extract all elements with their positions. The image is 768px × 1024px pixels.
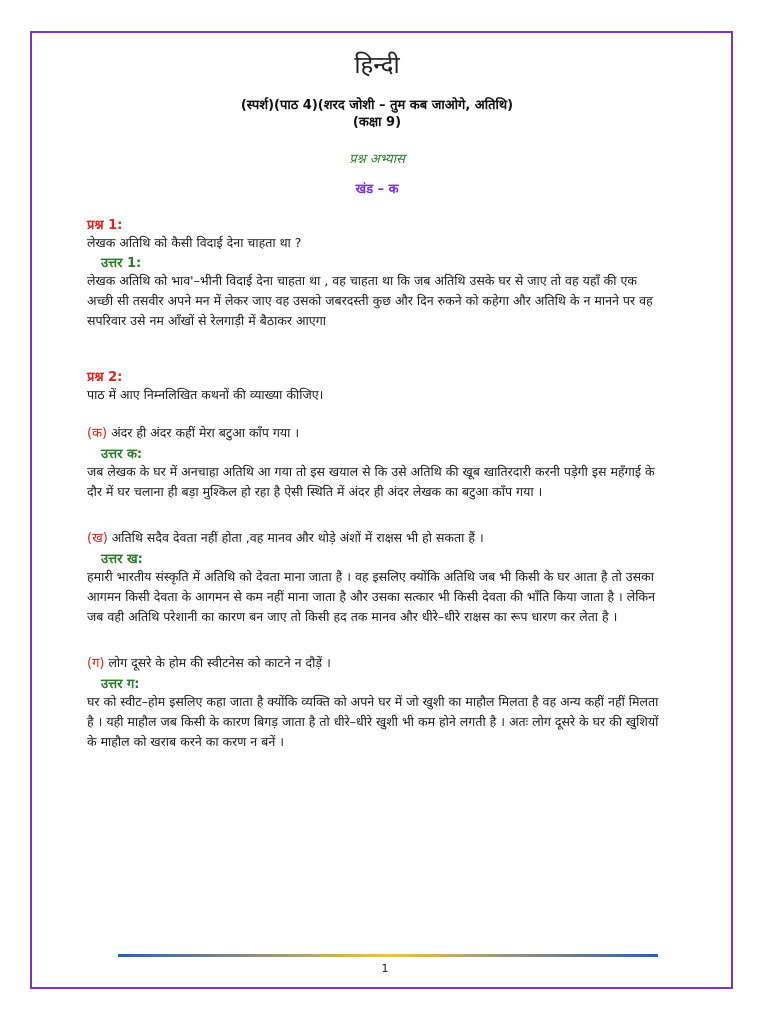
statement-marker: (ग) [87, 656, 105, 671]
sub-question-ka [87, 423, 667, 502]
section-heading: खंड – क [355, 182, 399, 197]
statement-marker: (ख) [87, 531, 108, 546]
page-number: 1 [381, 962, 389, 975]
answer-label: उत्तर 1: [101, 256, 142, 271]
question-2 [87, 367, 667, 752]
question-text: लेखक अतिथि को कैसी विदाई देना चाहता था ? [87, 235, 302, 250]
statement [87, 423, 667, 444]
question-label: प्रश्न 2: [87, 370, 123, 385]
statement-text: अंदर ही अंदर कहीं मेरा बटुआ काँप गया । [107, 425, 300, 440]
sub-question-kha [87, 528, 667, 627]
answer-text: लेखक अतिथि को भाव'–भीनी विदाई देना चाहता था , वह चाहता था कि जब अतिथि उसके घर से जाए तो वह यहाँ की एक अच्छी सी तसवीर अपने मन में लेकर जाए वह उसको जबरदस्ती कुछ और दिन रुकने को कहेगा और अतिथि के न मानने पर वह सपरिवार उसे नम आँखों से रेलगाड़ी में बैठाकर आएगा [87, 273, 653, 328]
question-label: प्रश्न 1: [87, 218, 123, 233]
answer-text: घर को स्वीट–होम इसलिए कहा जाता है क्योंकि व्यक्ति को अपने घर में जो खुशी का माहौल मिलता है वह अन्य कहीं नहीं मिलता है । यही माहौल जब किसी के कारण बिगड़ जाता है तो धीरे–धीरे खुशी भी कम होने लगती है । अतः लोग दूसरे के घर की खुशियों के माहौल को खराब करने का करण न बनें । [87, 694, 659, 749]
statement-text: अतिथि सदैव देवता नहीं होता ,वह मानव और थोड़े अंशों में राक्षस भी हो सकता हैं । [107, 530, 484, 545]
answer-label: उत्तर ख: [101, 552, 143, 567]
chapter-line: (स्पर्श)(पाठ 4)(शरद जोशी – तुम कब जाओगे, अतिथि) [240, 98, 514, 113]
answer-label: उत्तर ग: [101, 677, 140, 692]
statement-marker: (क) [87, 426, 108, 441]
answer-text: जब लेखक के घर में अनचाहा अतिथि आ गया तो इस खयाल से कि उसे अतिथि की खूब खातिरदारी करनी पड़ेगी इस महँगाई के दौर में घर चलाना ही बड़ा मुश्किल हो रहा है ऐसी स्थिति में अंदर ही अंदर लेखक का बटुआ काँप गया । [87, 464, 655, 499]
document-content [87, 40, 667, 752]
statement [87, 528, 667, 549]
question-1 [87, 215, 667, 331]
class-line: (कक्षा 9) [352, 115, 402, 130]
answer-label: उत्तर क: [101, 447, 143, 462]
statement [87, 653, 667, 674]
page-title: हिन्दी [354, 51, 400, 79]
sub-question-ga [87, 653, 667, 752]
footer-divider [118, 954, 658, 957]
statement-text: लोग दूसरे के होम की स्वीटनेस को काटने न दौड़ें । [104, 655, 331, 670]
exercise-heading: प्रश्न अभ्यास [349, 152, 405, 167]
question-text: पाठ में आए निम्नलिखित कथनों की व्याख्या कीजिए। [87, 387, 324, 402]
answer-text: हमारी भारतीय संस्कृति में अतिथि को देवता माना जाता है । वह इसलिए क्योंकि अतिथि जब भी किसी के घर आता है तो उसका आगमन किसी देवता के आगमन से कम नहीं माना जाता है और उसका सत्कार भी किसी देवता की भाँति किया जाता है । लेकिन जब वही अतिथि परेशानी का कारण बन जाए तो किसी हद तक मानव और धीरे–धीरे राक्षस का रूप धारण कर लेता है । [87, 569, 656, 624]
chapter-heading [87, 97, 667, 131]
